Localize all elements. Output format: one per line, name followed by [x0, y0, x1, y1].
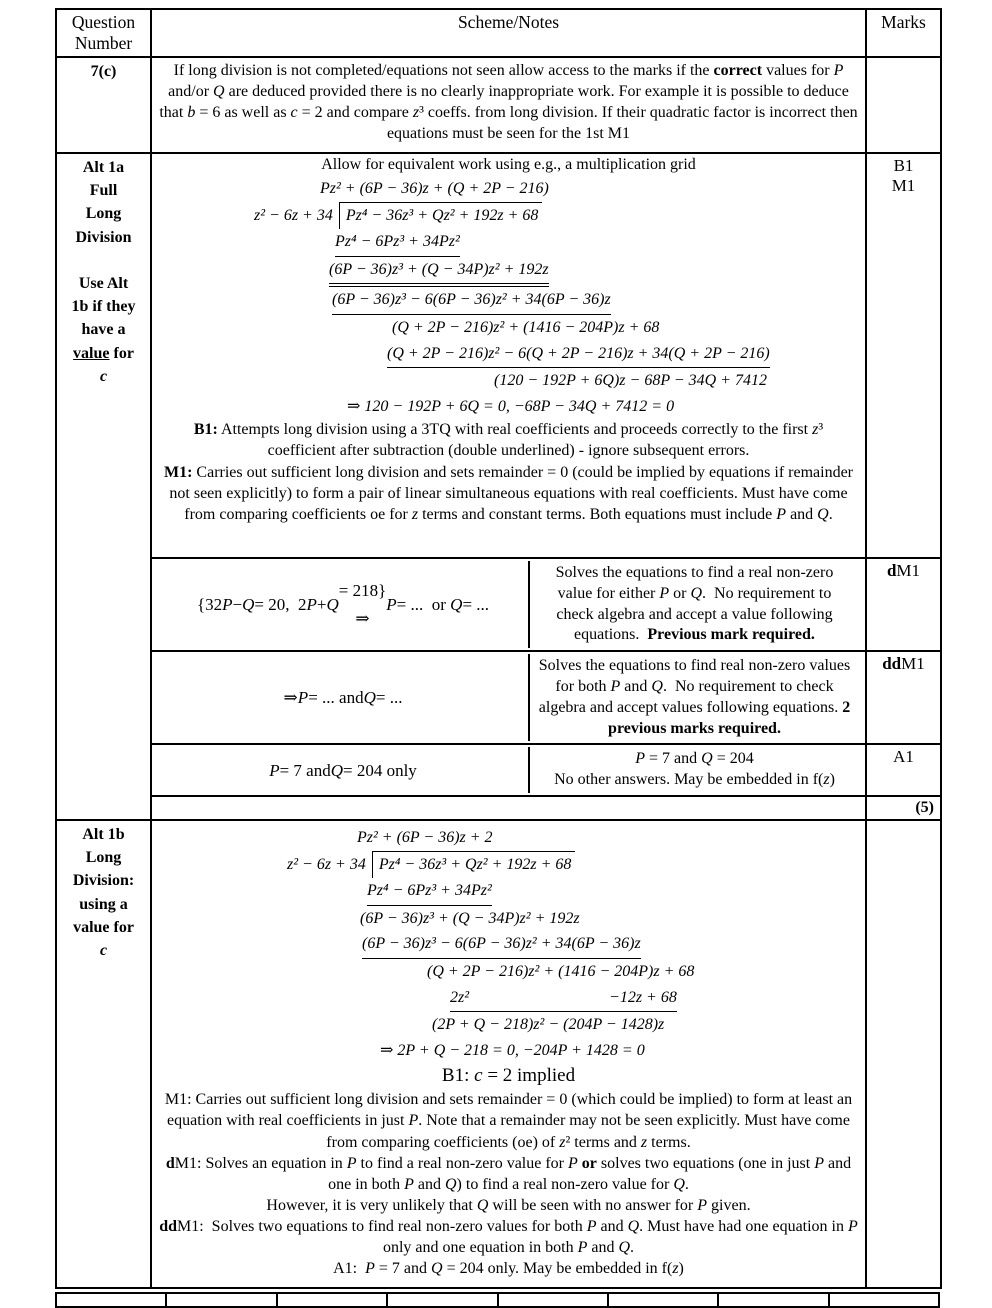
division-line: (2P + Q − 218)z² − (204P − 1428)z	[432, 1016, 665, 1034]
division-line: (6P − 36)z³ − 6(6P − 36)z² + 34(6P − 36)z	[362, 931, 859, 959]
marks-cell-alt1b	[866, 820, 941, 1288]
alt1a-grid-note: Allow for equivalent work using e.g., a multiplication grid	[321, 156, 696, 173]
division-result-equations: ⇒ 2P + Q − 218 = 0, −204P + 1428 = 0	[380, 1041, 645, 1059]
alt1a-scheme-cell	[151, 153, 866, 558]
partial-cell	[608, 1293, 718, 1307]
marks-a1: A1	[866, 744, 941, 796]
division-result-equations: ⇒ 120 − 192P + 6Q = 0, −68P − 34Q + 7412 = 0	[347, 397, 675, 415]
header-question-number: Question Number	[56, 9, 151, 57]
alt1b-m1-note: M1: Carries out sufficient long division and sets remainder = 0 (which could be implied) to form at least an equation with real coefficients in just P. Note that a remainder may not be seen explicitly. Must have come from comparing coefficients (oe) of z² terms and z terms.	[164, 1091, 853, 1151]
division-line: (6P − 36)z³ − 6(6P − 36)z² + 34(6P − 36)z	[332, 287, 859, 315]
a1-answer: P = 7 and Q = 204 only	[269, 760, 417, 780]
a1-note: P = 7 and Q = 204 No other answers. May be embedded in f(z)	[528, 747, 859, 793]
division-quotient: Pz² + (6P − 36)z + 2	[357, 828, 493, 846]
notes-7c: If long division is not completed/equations not seen allow access to the marks if the correct values for P and/or Q are deduced provided there is no clearly inappropriate work. For example it is possible to deduce that b = 6 as well as c = 2 and compare z³ coeffs. from long division. If their quadratic factor is incorrect then equations must be seen for the 1st M1	[151, 57, 866, 153]
header-scheme-notes: Scheme/Notes	[151, 9, 866, 57]
division-line: (120 − 192P + 6Q)z − 68P − 34Q + 7412	[494, 372, 767, 390]
alt1b-a1-note: A1: P = 7 and Q = 204 only. May be embedded in f(z)	[333, 1260, 684, 1278]
partial-cell	[56, 1293, 166, 1307]
alt1a-long-division	[158, 176, 859, 419]
header-marks: Marks	[866, 9, 941, 57]
alt1a-dm1-row	[151, 558, 866, 651]
division-line: (Q + 2P − 216)z² − 6(Q + 2P − 216)z + 34(Q + 2P − 216)	[387, 341, 859, 369]
dividend: Pz⁴ − 36z³ + Qz² + 192z + 68	[372, 851, 576, 879]
alt1b-long-division	[158, 825, 859, 1063]
dm1-note: Solves the equations to find a real non-zero value for either P or Q. No requirement to check algebra and accept a value following equations. Previous mark required.	[528, 561, 859, 648]
alt1a-m1-note: M1: Carries out sufficient long division and sets remainder = 0 (could be implied by equations if remainder not seen explicitly) to form a pair of linear simultaneous equations with real coefficients. Must have come from comparing coefficients oe for z terms and constant terms. Both equations must include P and Q.	[163, 463, 853, 523]
alt1a-a1-row	[151, 744, 866, 796]
division-line: (6P − 36)z³ + (Q − 34P)z² + 192z	[329, 257, 859, 288]
next-table-partial	[55, 1292, 940, 1308]
division-line: (Q + 2P − 216)z² + (1416 − 204P)z + 68	[392, 318, 660, 336]
divisor: z² − 6z + 34	[287, 855, 366, 873]
division-line: (Q + 2P − 216)z² + (1416 − 204P)z + 68	[427, 962, 695, 980]
marks-total-5: (5)	[866, 796, 941, 820]
dividend: Pz⁴ − 36z³ + Qz² + 192z + 68	[339, 202, 543, 230]
marks-ddm1: ddM1	[866, 651, 941, 744]
division-quotient: Pz² + (6P − 36)z + (Q + 2P − 216)	[320, 180, 549, 197]
mark-scheme-table	[55, 8, 942, 1289]
marks-dm1: dM1	[866, 558, 941, 651]
alt1b-dm1-note: dM1: Solves an equation in P to find a real non-zero value for P or solves two equations (one in just P and one in both P and Q) to find a real non-zero value for Q. However, it is very unlikely that Q will be seen with no answer for P given.	[165, 1154, 852, 1214]
question-number-7c: 7(c)	[56, 57, 151, 153]
partial-cell	[387, 1293, 497, 1307]
partial-cell	[166, 1293, 276, 1307]
division-line: 2z² −12z + 68	[450, 985, 859, 1013]
division-line: Pz⁴ − 6Pz³ + 34Pz²	[367, 878, 859, 906]
marks-cell-7c	[866, 57, 941, 153]
alt1b-scheme-cell	[151, 820, 866, 1288]
division-divisor-dividend	[254, 202, 859, 230]
alt1a-b1-note: B1: Attempts long division using a 3TQ with real coefficients and proceeds correctly to the first z³ coefficient after subtraction (double underlined) - ignore subsequent errors.	[193, 421, 824, 460]
dm1-working: {32 P − Q = 20, 2 P + Q = 218} ⇒ P = ... or Q = ...	[196, 581, 490, 628]
ddm1-note: Solves the equations to find real non-zero values for both P and Q. No requirement to check algebra and accept values following equations. 2 previous marks required.	[528, 654, 859, 741]
partial-cell	[829, 1293, 939, 1307]
question-label-alt1a: Alt 1a Full Long Division Use Alt 1b if they have a value for c	[56, 153, 151, 820]
alt1b-b1-line: B1: c = 2 implied	[441, 1065, 576, 1087]
alt1b-ddm1-note: ddM1: Solves two equations to find real non-zero values for both P and Q. Must have had one equation in P only and one equation in both P and Q.	[159, 1217, 858, 1257]
question-label-alt1b: Alt 1b Long Division: using a value for c	[56, 820, 151, 1288]
partial-cell	[277, 1293, 387, 1307]
ddm1-working: ⇒ P = ... and Q = ...	[283, 688, 403, 708]
partial-cell	[718, 1293, 828, 1307]
alt1a-ddm1-row	[151, 651, 866, 744]
division-divisor-dividend	[287, 851, 859, 879]
alt1a-total-spacer	[151, 796, 866, 820]
division-line: Pz⁴ − 6Pz³ + 34Pz²	[335, 229, 859, 257]
division-line: (6P − 36)z³ + (Q − 34P)z² + 192z	[360, 909, 580, 927]
partial-cell	[498, 1293, 608, 1307]
marks-alt1a-b1-m1: B1 M1	[866, 153, 941, 558]
divisor: z² − 6z + 34	[254, 206, 333, 224]
